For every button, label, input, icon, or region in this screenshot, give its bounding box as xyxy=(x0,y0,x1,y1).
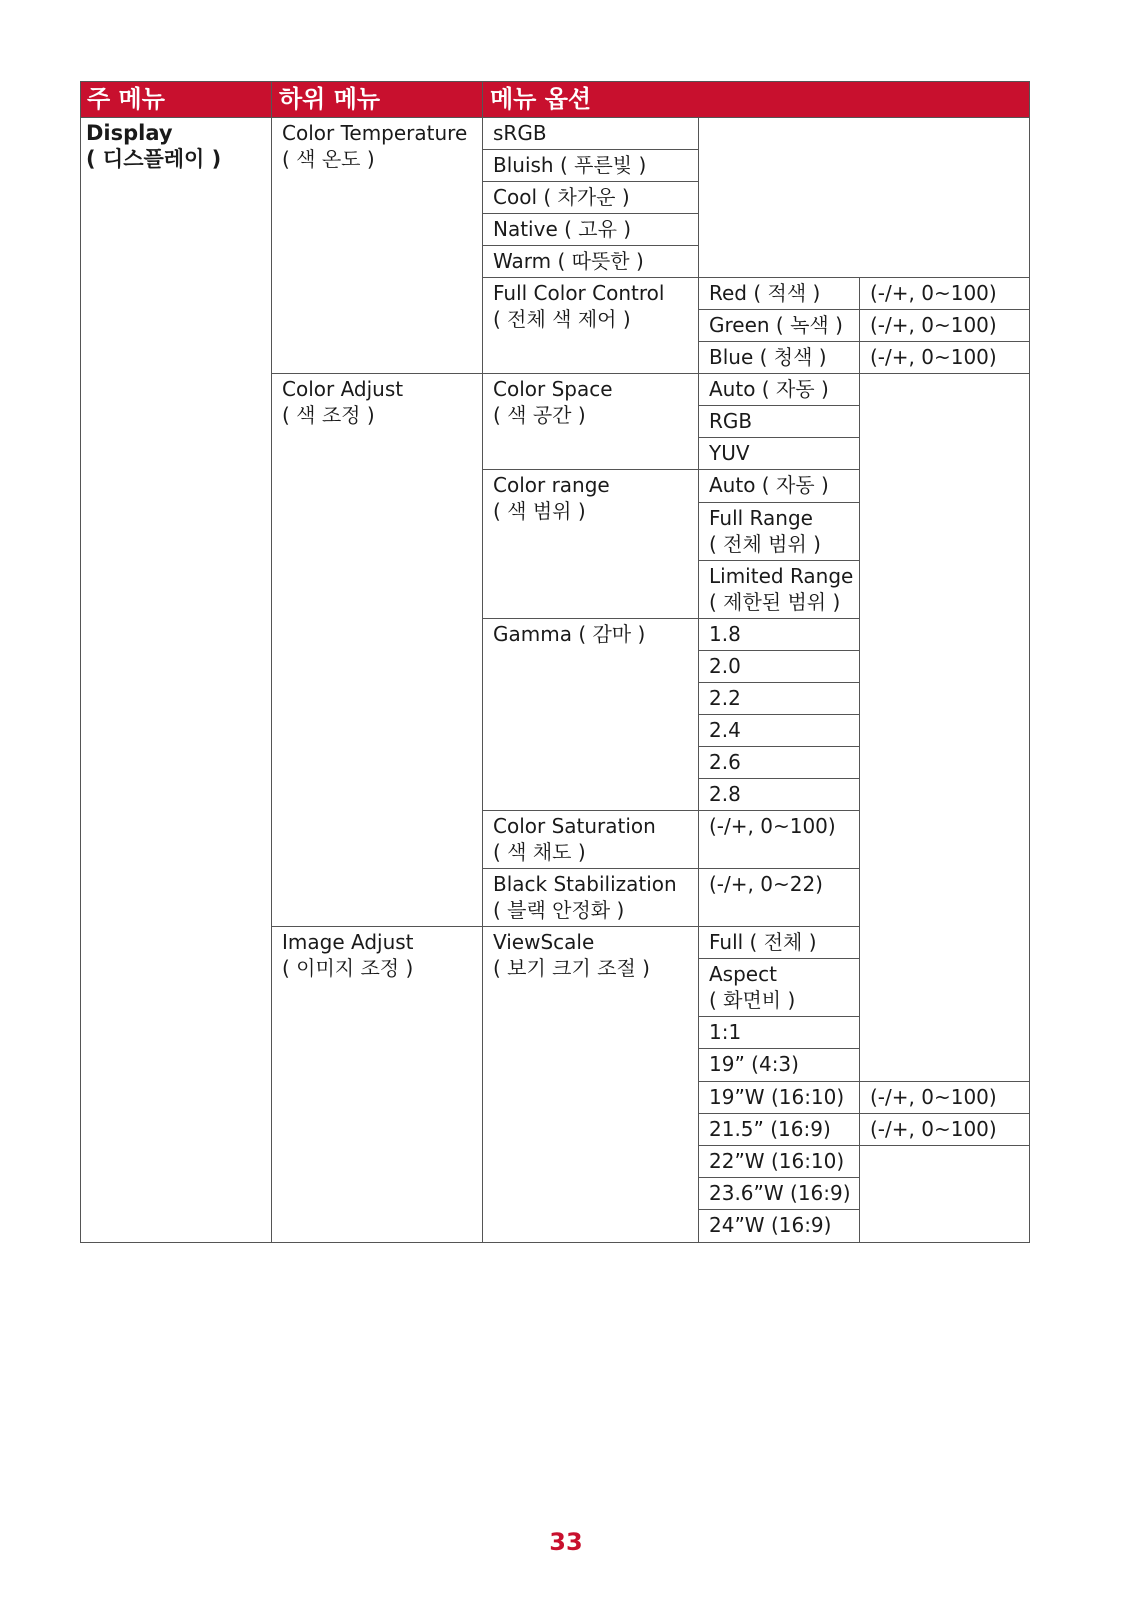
fcc-red-range: (-/+, 0~100) xyxy=(870,281,997,305)
option-native: Native ( 고유 ) xyxy=(493,217,632,241)
viewscale-24w-16-9: 24”W (16:9) xyxy=(709,1213,832,1237)
color-range-limited: Limited Range ( 제한된 범위 ) xyxy=(709,564,854,614)
fcc-green-range: (-/+, 0~100) xyxy=(870,313,997,337)
option-bluish: Bluish ( 푸른빛 ) xyxy=(493,153,647,177)
fcc-blue: Blue ( 청색 ) xyxy=(709,345,827,369)
viewscale-19w-16-10: 19”W (16:10) xyxy=(709,1085,845,1109)
gamma-1-8: 1.8 xyxy=(709,622,741,646)
viewscale-21-5-16-9: 21.5” (16:9) xyxy=(709,1117,831,1141)
black-stabilization-range: (-/+, 0~22) xyxy=(709,872,823,896)
viewscale-22w-16-10: 22”W (16:10) xyxy=(709,1149,845,1173)
viewscale-21-5-range: (-/+, 0~100) xyxy=(870,1117,997,1141)
gamma-2-0: 2.0 xyxy=(709,654,741,678)
gamma-2-6: 2.6 xyxy=(709,750,741,774)
option-black-stabilization: Black Stabilization ( 블랙 안정화 ) xyxy=(493,872,677,922)
fcc-blue-range: (-/+, 0~100) xyxy=(870,345,997,369)
fcc-green: Green ( 녹색 ) xyxy=(709,313,843,337)
header-sub-menu: 하위 메뉴 xyxy=(272,81,483,118)
gamma-2-2: 2.2 xyxy=(709,686,741,710)
option-gamma: Gamma ( 감마 ) xyxy=(493,622,646,646)
viewscale-19-4-3: 19” (4:3) xyxy=(709,1052,799,1076)
gamma-2-4: 2.4 xyxy=(709,718,741,742)
color-space-auto: Auto ( 자동 ) xyxy=(709,377,829,401)
fcc-red: Red ( 적색 ) xyxy=(709,281,821,305)
color-range-full: Full Range ( 전체 범위 ) xyxy=(709,506,821,556)
color-space-rgb: RGB xyxy=(709,409,753,433)
header-main-menu: 주 메뉴 xyxy=(80,81,272,118)
submenu-color-temperature: Color Temperature ( 색 온도 ) xyxy=(282,121,468,171)
color-saturation-range: (-/+, 0~100) xyxy=(709,814,836,838)
option-cool: Cool ( 차가운 ) xyxy=(493,185,630,209)
page-number: 33 xyxy=(549,1528,583,1556)
col-divider xyxy=(271,81,272,1243)
submenu-image-adjust: Image Adjust ( 이미지 조정 ) xyxy=(282,930,414,980)
option-color-space: Color Space ( 색 공간 ) xyxy=(493,377,613,427)
main-menu-display: Display ( 디스플레이 ) xyxy=(86,121,222,171)
viewscale-19w-range: (-/+, 0~100) xyxy=(870,1085,997,1109)
option-srgb: sRGB xyxy=(493,121,547,145)
option-color-range: Color range ( 색 범위 ) xyxy=(493,473,610,523)
submenu-color-adjust: Color Adjust ( 색 조정 ) xyxy=(282,377,404,427)
header-menu-options: 메뉴 옵션 xyxy=(483,81,1029,118)
viewscale-23-6w-16-9: 23.6”W (16:9) xyxy=(709,1181,851,1205)
option-warm: Warm ( 따뜻한 ) xyxy=(493,249,644,273)
option-viewscale: ViewScale ( 보기 크기 조절 ) xyxy=(493,930,650,980)
color-range-auto: Auto ( 자동 ) xyxy=(709,473,829,497)
option-color-saturation: Color Saturation ( 색 채도 ) xyxy=(493,814,656,864)
color-space-yuv: YUV xyxy=(709,441,750,465)
viewscale-full: Full ( 전체 ) xyxy=(709,930,817,954)
gamma-2-8: 2.8 xyxy=(709,782,741,806)
option-full-color-control: Full Color Control ( 전체 색 제어 ) xyxy=(493,281,665,331)
viewscale-1-1: 1:1 xyxy=(709,1020,742,1044)
viewscale-aspect: Aspect ( 화면비 ) xyxy=(709,962,796,1012)
